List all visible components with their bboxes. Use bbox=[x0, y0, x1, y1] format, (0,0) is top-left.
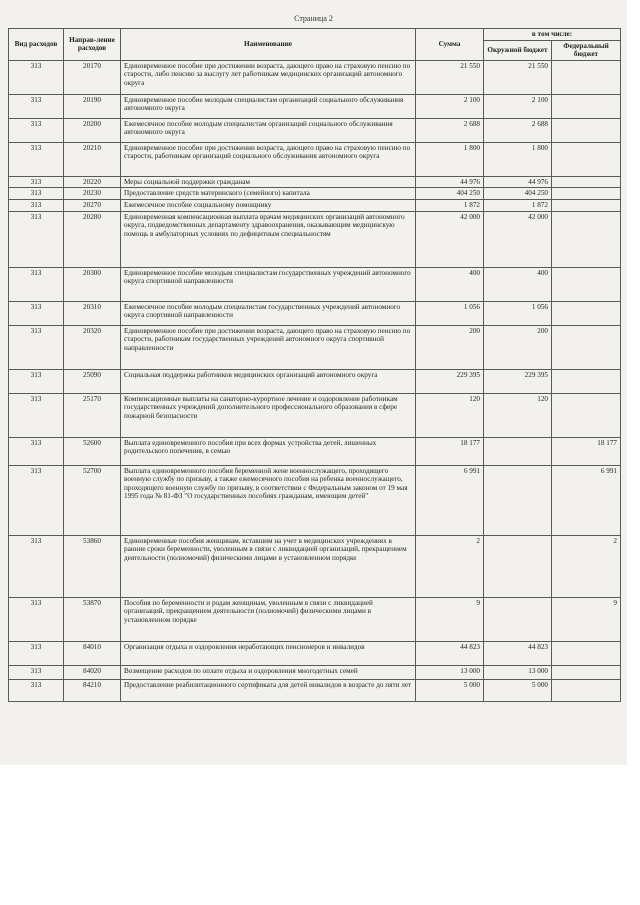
table-row bbox=[9, 118, 621, 142]
cell-fed bbox=[552, 199, 621, 211]
cell-fed bbox=[552, 211, 621, 267]
table-row bbox=[9, 393, 621, 437]
cell-vid: 313 bbox=[9, 211, 64, 267]
header-sum: Сумма bbox=[416, 29, 484, 61]
cell-name: Единовременные пособия женщинам, вставшим на учет в медицинских учреждениях в ранние сроки беременности, уволенным в связи с ликвидацией организаций, прекращением деятельности (полномочий) физическими лицами в установленном порядке bbox=[121, 535, 416, 597]
table-row bbox=[9, 641, 621, 665]
cell-sum: 1 800 bbox=[416, 142, 484, 176]
cell-direction: 20230 bbox=[64, 188, 121, 200]
cell-name: Компенсационные выплаты на санаторно-курортное лечение и оздоровление работникам государственных учреждений дополнительного профессионального образования в сфере пожарной безопасности bbox=[121, 393, 416, 437]
cell-name: Пособия по беременности и родам женщинам, уволенным в связи с ликвидацией организаций, прекращением деятельности (полномочий) физическими лицами в установленном порядке bbox=[121, 597, 416, 641]
cell-sum: 21 550 bbox=[416, 60, 484, 94]
cell-sum: 400 bbox=[416, 267, 484, 301]
cell-vid: 313 bbox=[9, 665, 64, 679]
cell-name: Единовременное пособие при достижении возраста, дающего право на страховую пенсию по старости, работникам государственных учреждений автономного округа спортивной направленности bbox=[121, 325, 416, 369]
header-name: Наименование bbox=[121, 29, 416, 61]
cell-fed bbox=[552, 188, 621, 200]
cell-fed bbox=[552, 679, 621, 701]
cell-vid: 313 bbox=[9, 60, 64, 94]
header-including: в том числе: bbox=[484, 29, 621, 41]
cell-name: Единовременное пособие молодым специалистам государственных учреждений автономного округа спортивной направленности bbox=[121, 267, 416, 301]
budget-table bbox=[8, 28, 621, 702]
cell-name: Организация отдыха и оздоровления неработающих пенсионеров и инвалидов bbox=[121, 641, 416, 665]
cell-okr: 400 bbox=[484, 267, 552, 301]
cell-vid: 313 bbox=[9, 142, 64, 176]
cell-fed bbox=[552, 301, 621, 325]
cell-fed: 6 991 bbox=[552, 465, 621, 535]
cell-okr: 404 250 bbox=[484, 188, 552, 200]
cell-fed: 18 177 bbox=[552, 437, 621, 465]
cell-direction: 20280 bbox=[64, 211, 121, 267]
cell-okr: 21 550 bbox=[484, 60, 552, 94]
cell-fed bbox=[552, 142, 621, 176]
cell-sum: 6 991 bbox=[416, 465, 484, 535]
cell-direction: 52600 bbox=[64, 437, 121, 465]
cell-direction: 20220 bbox=[64, 176, 121, 188]
cell-okr bbox=[484, 597, 552, 641]
cell-okr bbox=[484, 465, 552, 535]
cell-sum: 5 000 bbox=[416, 679, 484, 701]
cell-sum: 404 250 bbox=[416, 188, 484, 200]
table-body bbox=[9, 60, 621, 701]
table-row bbox=[9, 597, 621, 641]
cell-name: Социальная поддержка работников медицинских организаций автономного округа bbox=[121, 369, 416, 393]
cell-okr: 2 688 bbox=[484, 118, 552, 142]
cell-okr: 120 bbox=[484, 393, 552, 437]
cell-vid: 313 bbox=[9, 188, 64, 200]
cell-name: Ежемесячное пособие социальному помощнику bbox=[121, 199, 416, 211]
cell-fed bbox=[552, 118, 621, 142]
header-vid: Вид расходов bbox=[9, 29, 64, 61]
table-row bbox=[9, 535, 621, 597]
cell-vid: 313 bbox=[9, 325, 64, 369]
cell-name: Единовременное пособие при достижении возраста, дающего право на страховую пенсию по старости, либо пенсию за выслугу лет работникам медицинских организаций автономного округа bbox=[121, 60, 416, 94]
cell-name: Меры социальной поддержки гражданам bbox=[121, 176, 416, 188]
cell-vid: 313 bbox=[9, 199, 64, 211]
cell-okr: 229 395 bbox=[484, 369, 552, 393]
cell-vid: 313 bbox=[9, 393, 64, 437]
cell-fed bbox=[552, 94, 621, 118]
page-label: Страница 2 bbox=[294, 14, 333, 23]
cell-vid: 313 bbox=[9, 94, 64, 118]
cell-direction: 25170 bbox=[64, 393, 121, 437]
cell-fed bbox=[552, 60, 621, 94]
cell-vid: 313 bbox=[9, 641, 64, 665]
cell-name: Единовременное пособие молодым специалистам организаций социального обслуживания автономного округа bbox=[121, 94, 416, 118]
cell-vid: 313 bbox=[9, 597, 64, 641]
cell-okr: 5 000 bbox=[484, 679, 552, 701]
cell-direction: 53860 bbox=[64, 535, 121, 597]
cell-sum: 120 bbox=[416, 393, 484, 437]
header-fed: Федеральный бюджет bbox=[552, 40, 621, 60]
cell-sum: 2 100 bbox=[416, 94, 484, 118]
cell-sum: 1 872 bbox=[416, 199, 484, 211]
cell-vid: 313 bbox=[9, 437, 64, 465]
cell-vid: 313 bbox=[9, 176, 64, 188]
header-direction: Направ-ление расходов bbox=[64, 29, 121, 61]
cell-direction: 53870 bbox=[64, 597, 121, 641]
table-row bbox=[9, 199, 621, 211]
cell-direction: 20200 bbox=[64, 118, 121, 142]
cell-name: Предоставление реабилитационного сертификата для детей инвалидов в возрасте до пяти лет bbox=[121, 679, 416, 701]
cell-fed bbox=[552, 393, 621, 437]
cell-vid: 313 bbox=[9, 679, 64, 701]
table-row bbox=[9, 60, 621, 94]
header-okr: Окружной бюджет bbox=[484, 40, 552, 60]
cell-okr: 2 100 bbox=[484, 94, 552, 118]
cell-sum: 1 056 bbox=[416, 301, 484, 325]
cell-fed bbox=[552, 641, 621, 665]
cell-direction: 20320 bbox=[64, 325, 121, 369]
cell-direction: 84210 bbox=[64, 679, 121, 701]
cell-sum: 229 395 bbox=[416, 369, 484, 393]
cell-okr: 1 056 bbox=[484, 301, 552, 325]
cell-fed bbox=[552, 325, 621, 369]
cell-okr bbox=[484, 437, 552, 465]
cell-sum: 2 688 bbox=[416, 118, 484, 142]
cell-vid: 313 bbox=[9, 535, 64, 597]
cell-name: Предоставление средств материнского (семейного) капитала bbox=[121, 188, 416, 200]
cell-sum: 44 976 bbox=[416, 176, 484, 188]
cell-vid: 313 bbox=[9, 369, 64, 393]
table-row bbox=[9, 142, 621, 176]
cell-vid: 313 bbox=[9, 118, 64, 142]
cell-name: Единовременная компенсационная выплата врачам медицинских организаций автономного округа, подведомственных департаменту здравоохранения, оказывающим медицинскую помощь в амбулаторных условиях по дефицитным специальностям bbox=[121, 211, 416, 267]
cell-sum: 44 823 bbox=[416, 641, 484, 665]
cell-direction: 20310 bbox=[64, 301, 121, 325]
cell-fed: 2 bbox=[552, 535, 621, 597]
cell-okr bbox=[484, 535, 552, 597]
cell-name: Выплата единовременного пособия беременной жене военнослужащего, проходящего военную службу по призыву, а также ежемесячного пособия на ребенка военнослужащего, проходящего военную службу по призыву, в соответствии с Федеральным законом от 19 мая 1995 года № 81-ФЗ "О государственных пособиях гражданам, имеющим детей" bbox=[121, 465, 416, 535]
cell-fed bbox=[552, 665, 621, 679]
table-row bbox=[9, 211, 621, 267]
cell-fed bbox=[552, 176, 621, 188]
cell-name: Возмещение расходов по оплате отдыха и оздоровления многодетных семей bbox=[121, 665, 416, 679]
table-row bbox=[9, 437, 621, 465]
cell-name: Выплата единовременного пособия при всех формах устройства детей, лишенных родительского попечения, в семью bbox=[121, 437, 416, 465]
table-row bbox=[9, 301, 621, 325]
cell-direction: 20300 bbox=[64, 267, 121, 301]
cell-vid: 313 bbox=[9, 267, 64, 301]
cell-direction: 20190 bbox=[64, 94, 121, 118]
cell-direction: 84020 bbox=[64, 665, 121, 679]
cell-okr: 200 bbox=[484, 325, 552, 369]
table-row bbox=[9, 665, 621, 679]
table-row bbox=[9, 325, 621, 369]
cell-sum: 200 bbox=[416, 325, 484, 369]
cell-fed: 9 bbox=[552, 597, 621, 641]
header-row bbox=[9, 29, 621, 41]
cell-direction: 20170 bbox=[64, 60, 121, 94]
cell-fed bbox=[552, 267, 621, 301]
table-row bbox=[9, 267, 621, 301]
table-row bbox=[9, 369, 621, 393]
cell-okr: 44 976 bbox=[484, 176, 552, 188]
cell-name: Единовременное пособие при достижении возраста, дающего право на страховую пенсию по старости, работникам организаций социального обслуживания автономного округа bbox=[121, 142, 416, 176]
cell-name: Ежемесячное пособие молодым специалистам государственных учреждений автономного округа спортивной направленности bbox=[121, 301, 416, 325]
cell-sum: 9 bbox=[416, 597, 484, 641]
cell-direction: 25090 bbox=[64, 369, 121, 393]
cell-vid: 313 bbox=[9, 465, 64, 535]
cell-name: Ежемесячное пособие молодым специалистам организаций социального обслуживания автономного округа bbox=[121, 118, 416, 142]
table-row bbox=[9, 465, 621, 535]
cell-direction: 20210 bbox=[64, 142, 121, 176]
table-row bbox=[9, 176, 621, 188]
table-row bbox=[9, 188, 621, 200]
cell-okr: 1 800 bbox=[484, 142, 552, 176]
cell-okr: 42 000 bbox=[484, 211, 552, 267]
cell-sum: 42 000 bbox=[416, 211, 484, 267]
cell-fed bbox=[552, 369, 621, 393]
cell-direction: 84010 bbox=[64, 641, 121, 665]
cell-okr: 1 872 bbox=[484, 199, 552, 211]
cell-direction: 20270 bbox=[64, 199, 121, 211]
cell-sum: 13 000 bbox=[416, 665, 484, 679]
cell-okr: 44 823 bbox=[484, 641, 552, 665]
table-row bbox=[9, 94, 621, 118]
cell-okr: 13 000 bbox=[484, 665, 552, 679]
table-row bbox=[9, 679, 621, 701]
cell-sum: 18 177 bbox=[416, 437, 484, 465]
cell-vid: 313 bbox=[9, 301, 64, 325]
cell-sum: 2 bbox=[416, 535, 484, 597]
cell-direction: 52700 bbox=[64, 465, 121, 535]
